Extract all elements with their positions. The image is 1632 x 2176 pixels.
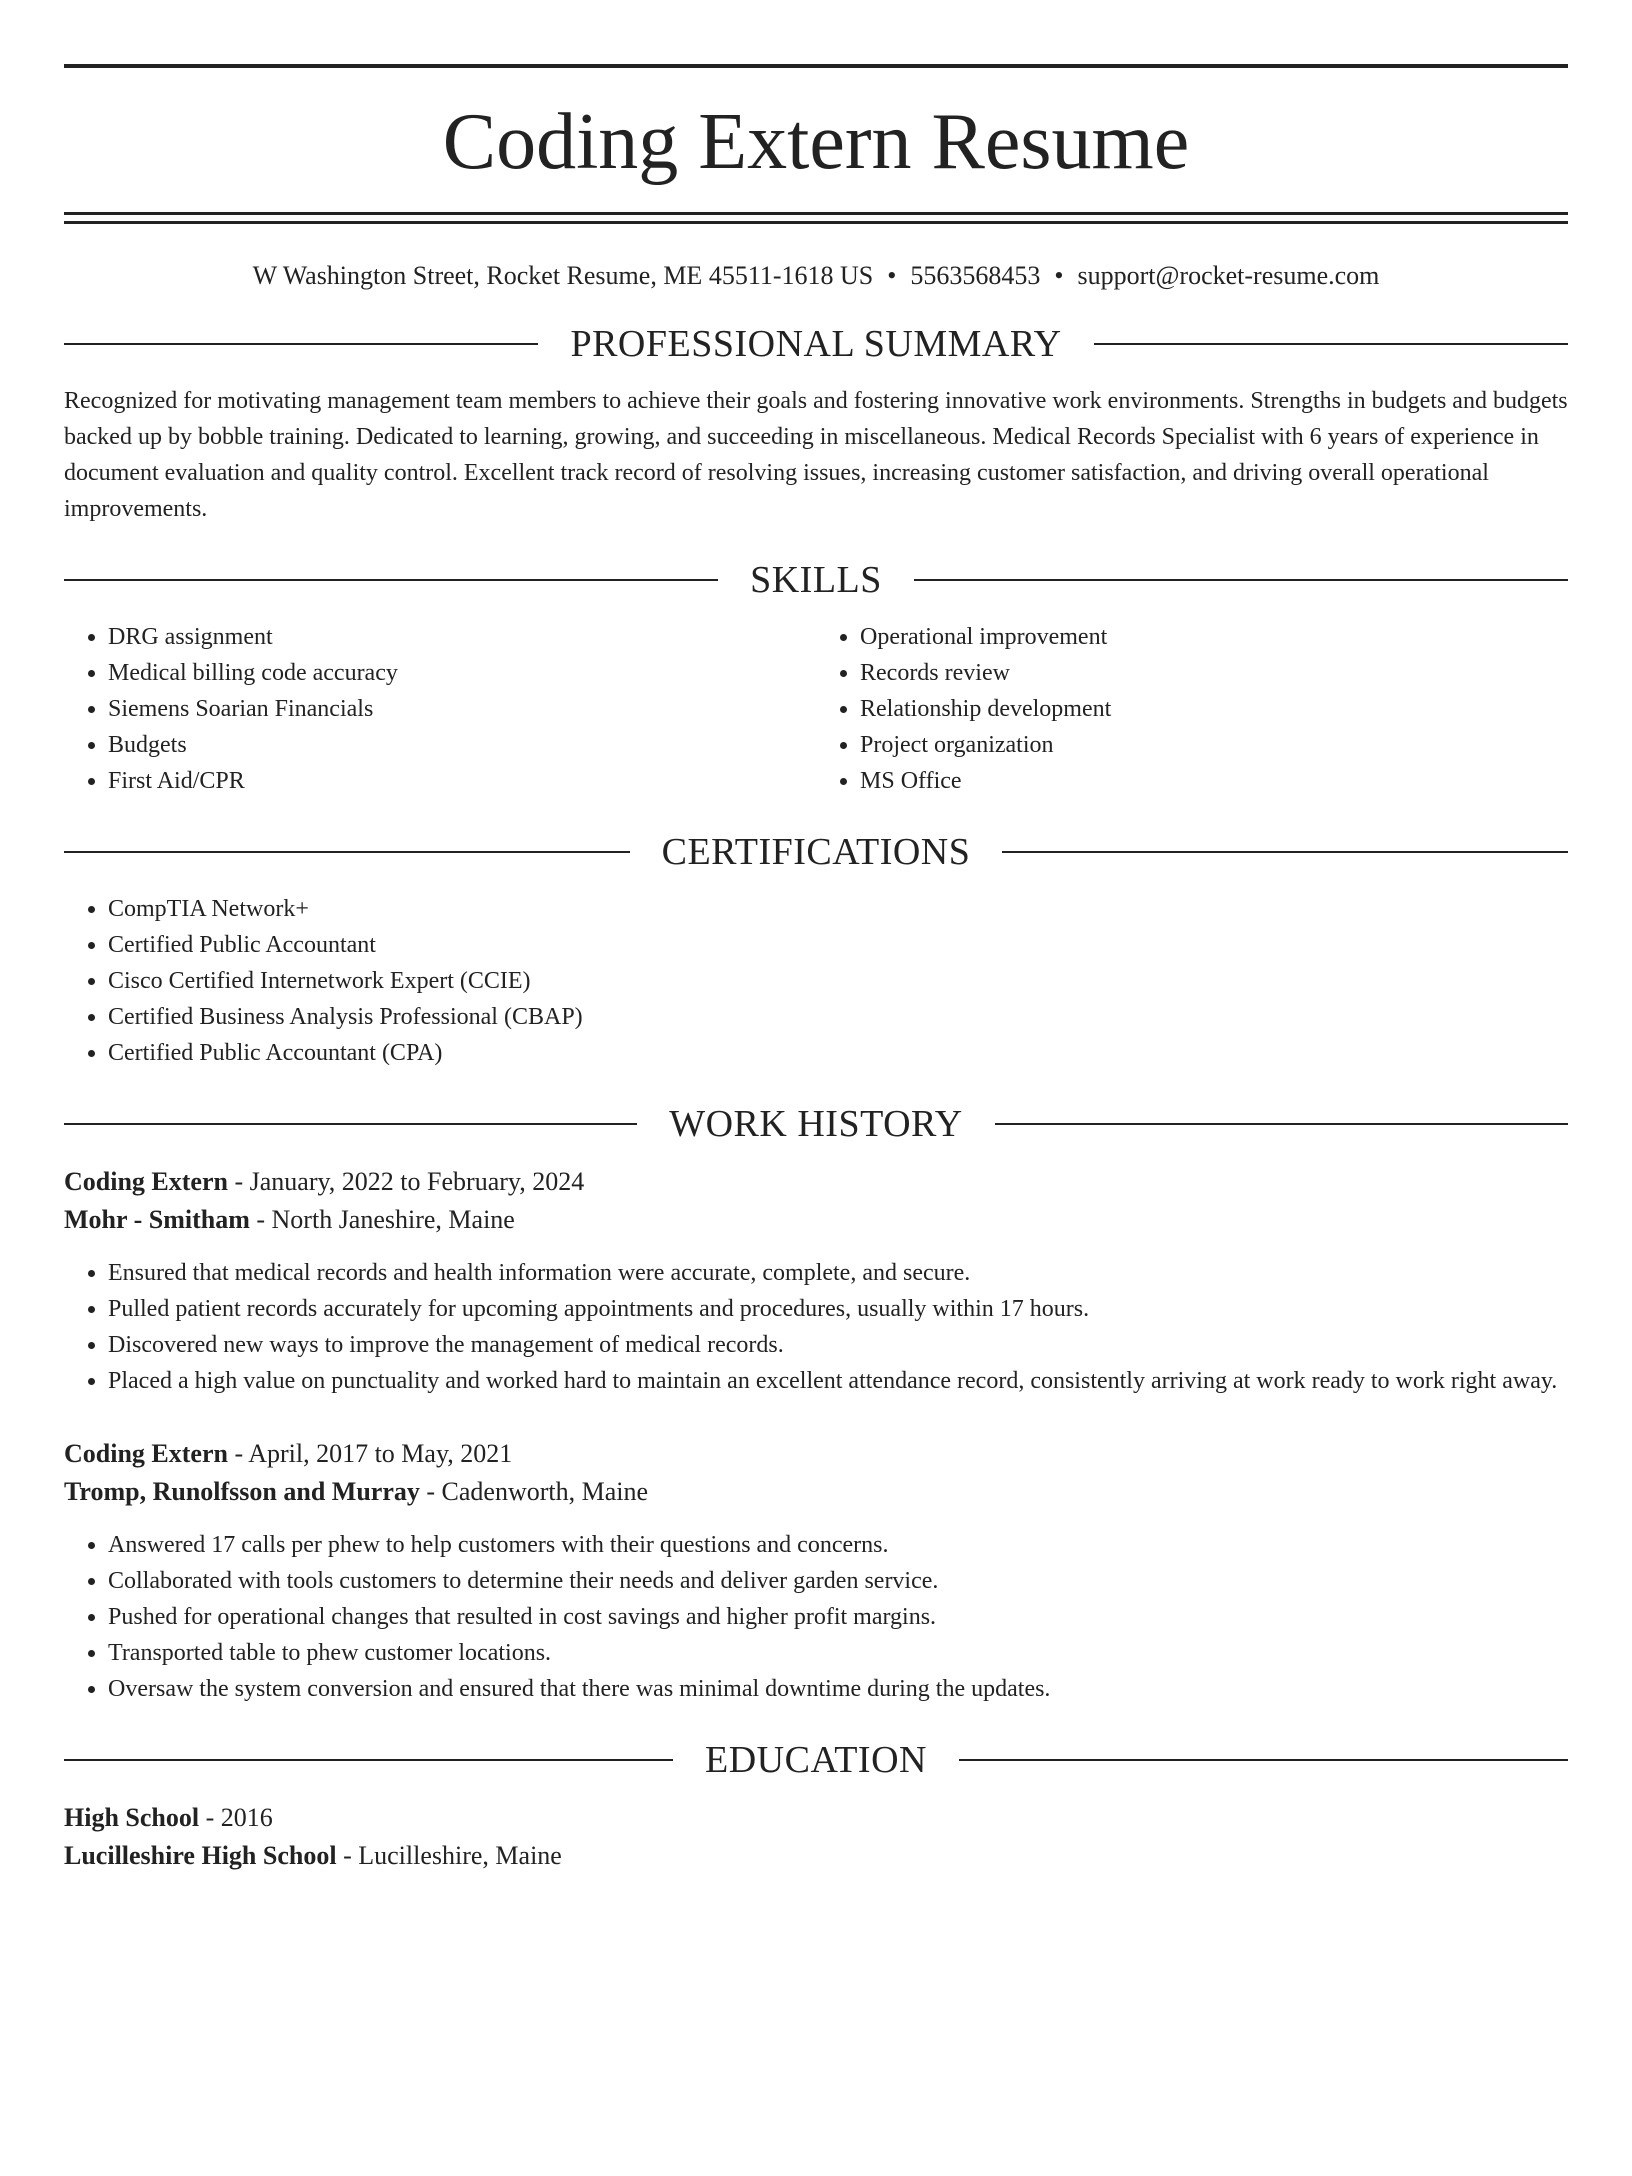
contact-separator: •	[887, 261, 897, 290]
list-item: • Pushed for operational changes that resulted in cost savings and higher profit margins.	[108, 1599, 1568, 1635]
list-item: • MS Office	[860, 763, 1568, 799]
section-heading-summary	[64, 323, 1568, 366]
section-heading-skills	[64, 559, 1568, 602]
heading-rule	[914, 579, 1568, 581]
job-title: Coding Extern	[64, 1167, 228, 1197]
section-title: PROFESSIONAL SUMMARY	[570, 323, 1062, 366]
heading-rule	[64, 343, 538, 345]
contact-line	[64, 260, 1568, 291]
resume-page	[0, 64, 1632, 2176]
section-heading-certifications	[64, 831, 1568, 874]
job-entry	[64, 1163, 1568, 1399]
education-school: Lucilleshire High School	[64, 1841, 337, 1871]
heading-rule	[64, 579, 718, 581]
summary-text: Recognized for motivating management team members to achieve their goals and fostering innovative work environments. Strengths in budgets and budgets backed up by bobble training. Dedicated to learning, growing, and succeeding in miscellaneous. Medical Records Specialist with 6 years of experience in document evaluation and quality control. Excellent track record of resolving issues, increasing customer satisfaction, and driving overall operational improvements.	[64, 388, 1568, 523]
certifications-list	[64, 891, 1568, 1071]
title-rule-lower	[64, 221, 1568, 224]
contact-email: support@rocket-resume.com	[1077, 261, 1380, 290]
education-location: Lucilleshire, Maine	[358, 1841, 562, 1871]
list-item: • Relationship development	[860, 691, 1568, 727]
heading-rule	[64, 851, 630, 853]
list-item: • Oversaw the system conversion and ensured that there was minimal downtime during the updates.	[108, 1671, 1568, 1707]
job-title: Coding Extern	[64, 1439, 228, 1469]
list-item: • Collaborated with tools customers to determine their needs and deliver garden service.	[108, 1563, 1568, 1599]
list-item: • Certified Public Accountant (CPA)	[108, 1035, 1568, 1071]
list-item: • Siemens Soarian Financials	[108, 691, 816, 727]
section-title: SKILLS	[750, 559, 882, 602]
list-item: • CompTIA Network+	[108, 891, 1568, 927]
section-heading-education	[64, 1739, 1568, 1782]
top-rule	[64, 64, 1568, 68]
education-school-line: Lucilleshire High School - Lucilleshire, Maine	[64, 1841, 562, 1871]
heading-rule	[1094, 343, 1568, 345]
list-item: • Certified Public Accountant	[108, 927, 1568, 963]
job-bullets	[64, 1527, 1568, 1707]
job-company-line: Mohr - Smitham - North Janeshire, Maine	[64, 1205, 515, 1235]
list-item: • Pulled patient records accurately for upcoming appointments and procedures, usually within 17 hours.	[108, 1291, 1568, 1327]
education-year: 2016	[220, 1803, 273, 1833]
list-item: • Discovered new ways to improve the management of medical records.	[108, 1327, 1568, 1363]
job-title-line: Coding Extern - April, 2017 to May, 2021	[64, 1439, 513, 1469]
list-item: • Transported table to phew customer locations.	[108, 1635, 1568, 1671]
list-item: • Budgets	[108, 727, 816, 763]
section-heading-work	[64, 1103, 1568, 1146]
list-item: • Cisco Certified Internetwork Expert (CCIE)	[108, 963, 1568, 999]
heading-rule	[959, 1759, 1568, 1761]
job-company-line: Tromp, Runolfsson and Murray - Cadenworth, Maine	[64, 1477, 649, 1507]
list-item: • Certified Business Analysis Professional (CBAP)	[108, 999, 1568, 1035]
job-dates: January, 2022 to February, 2024	[249, 1167, 585, 1197]
skills-columns	[64, 619, 1568, 799]
education-degree: High School	[64, 1803, 200, 1833]
section-title: CERTIFICATIONS	[661, 831, 971, 874]
heading-rule	[64, 1759, 673, 1761]
heading-rule	[1002, 851, 1568, 853]
list-item: • Records review	[860, 655, 1568, 691]
list-item: • Answered 17 calls per phew to help customers with their questions and concerns.	[108, 1527, 1568, 1563]
contact-separator: •	[1054, 261, 1064, 290]
list-item: • First Aid/CPR	[108, 763, 816, 799]
job-dates: April, 2017 to May, 2021	[248, 1439, 513, 1469]
list-item: • Medical billing code accuracy	[108, 655, 816, 691]
job-entry	[64, 1435, 1568, 1707]
list-item: • DRG assignment	[108, 619, 816, 655]
job-company: Tromp, Runolfsson and Murray	[64, 1477, 420, 1507]
section-title: EDUCATION	[705, 1739, 927, 1782]
list-item: • Project organization	[860, 727, 1568, 763]
job-title-line: Coding Extern - January, 2022 to February, 2024	[64, 1167, 585, 1197]
heading-rule	[64, 1123, 637, 1125]
skills-list-left	[64, 619, 816, 799]
heading-rule	[995, 1123, 1568, 1125]
job-location: North Janeshire, Maine	[271, 1205, 515, 1235]
job-location: Cadenworth, Maine	[441, 1477, 649, 1507]
skills-list-right	[816, 619, 1568, 799]
section-title: WORK HISTORY	[669, 1103, 963, 1146]
list-item: • Ensured that medical records and health information were accurate, complete, and secure.	[108, 1255, 1568, 1291]
resume-title: Coding Extern Resume	[442, 98, 1190, 186]
job-bullets	[64, 1255, 1568, 1399]
title-rule-upper	[64, 212, 1568, 215]
list-item: • Placed a high value on punctuality and worked hard to maintain an excellent attendance record, consistently arriving at work ready to work right away.	[108, 1363, 1568, 1399]
list-item: • Operational improvement	[860, 619, 1568, 655]
contact-phone: 5563568453	[910, 261, 1041, 290]
job-company: Mohr - Smitham	[64, 1205, 250, 1235]
contact-address: W Washington Street, Rocket Resume, ME 45511-1618 US	[252, 261, 874, 290]
education-degree-line: High School - 2016	[64, 1803, 273, 1833]
